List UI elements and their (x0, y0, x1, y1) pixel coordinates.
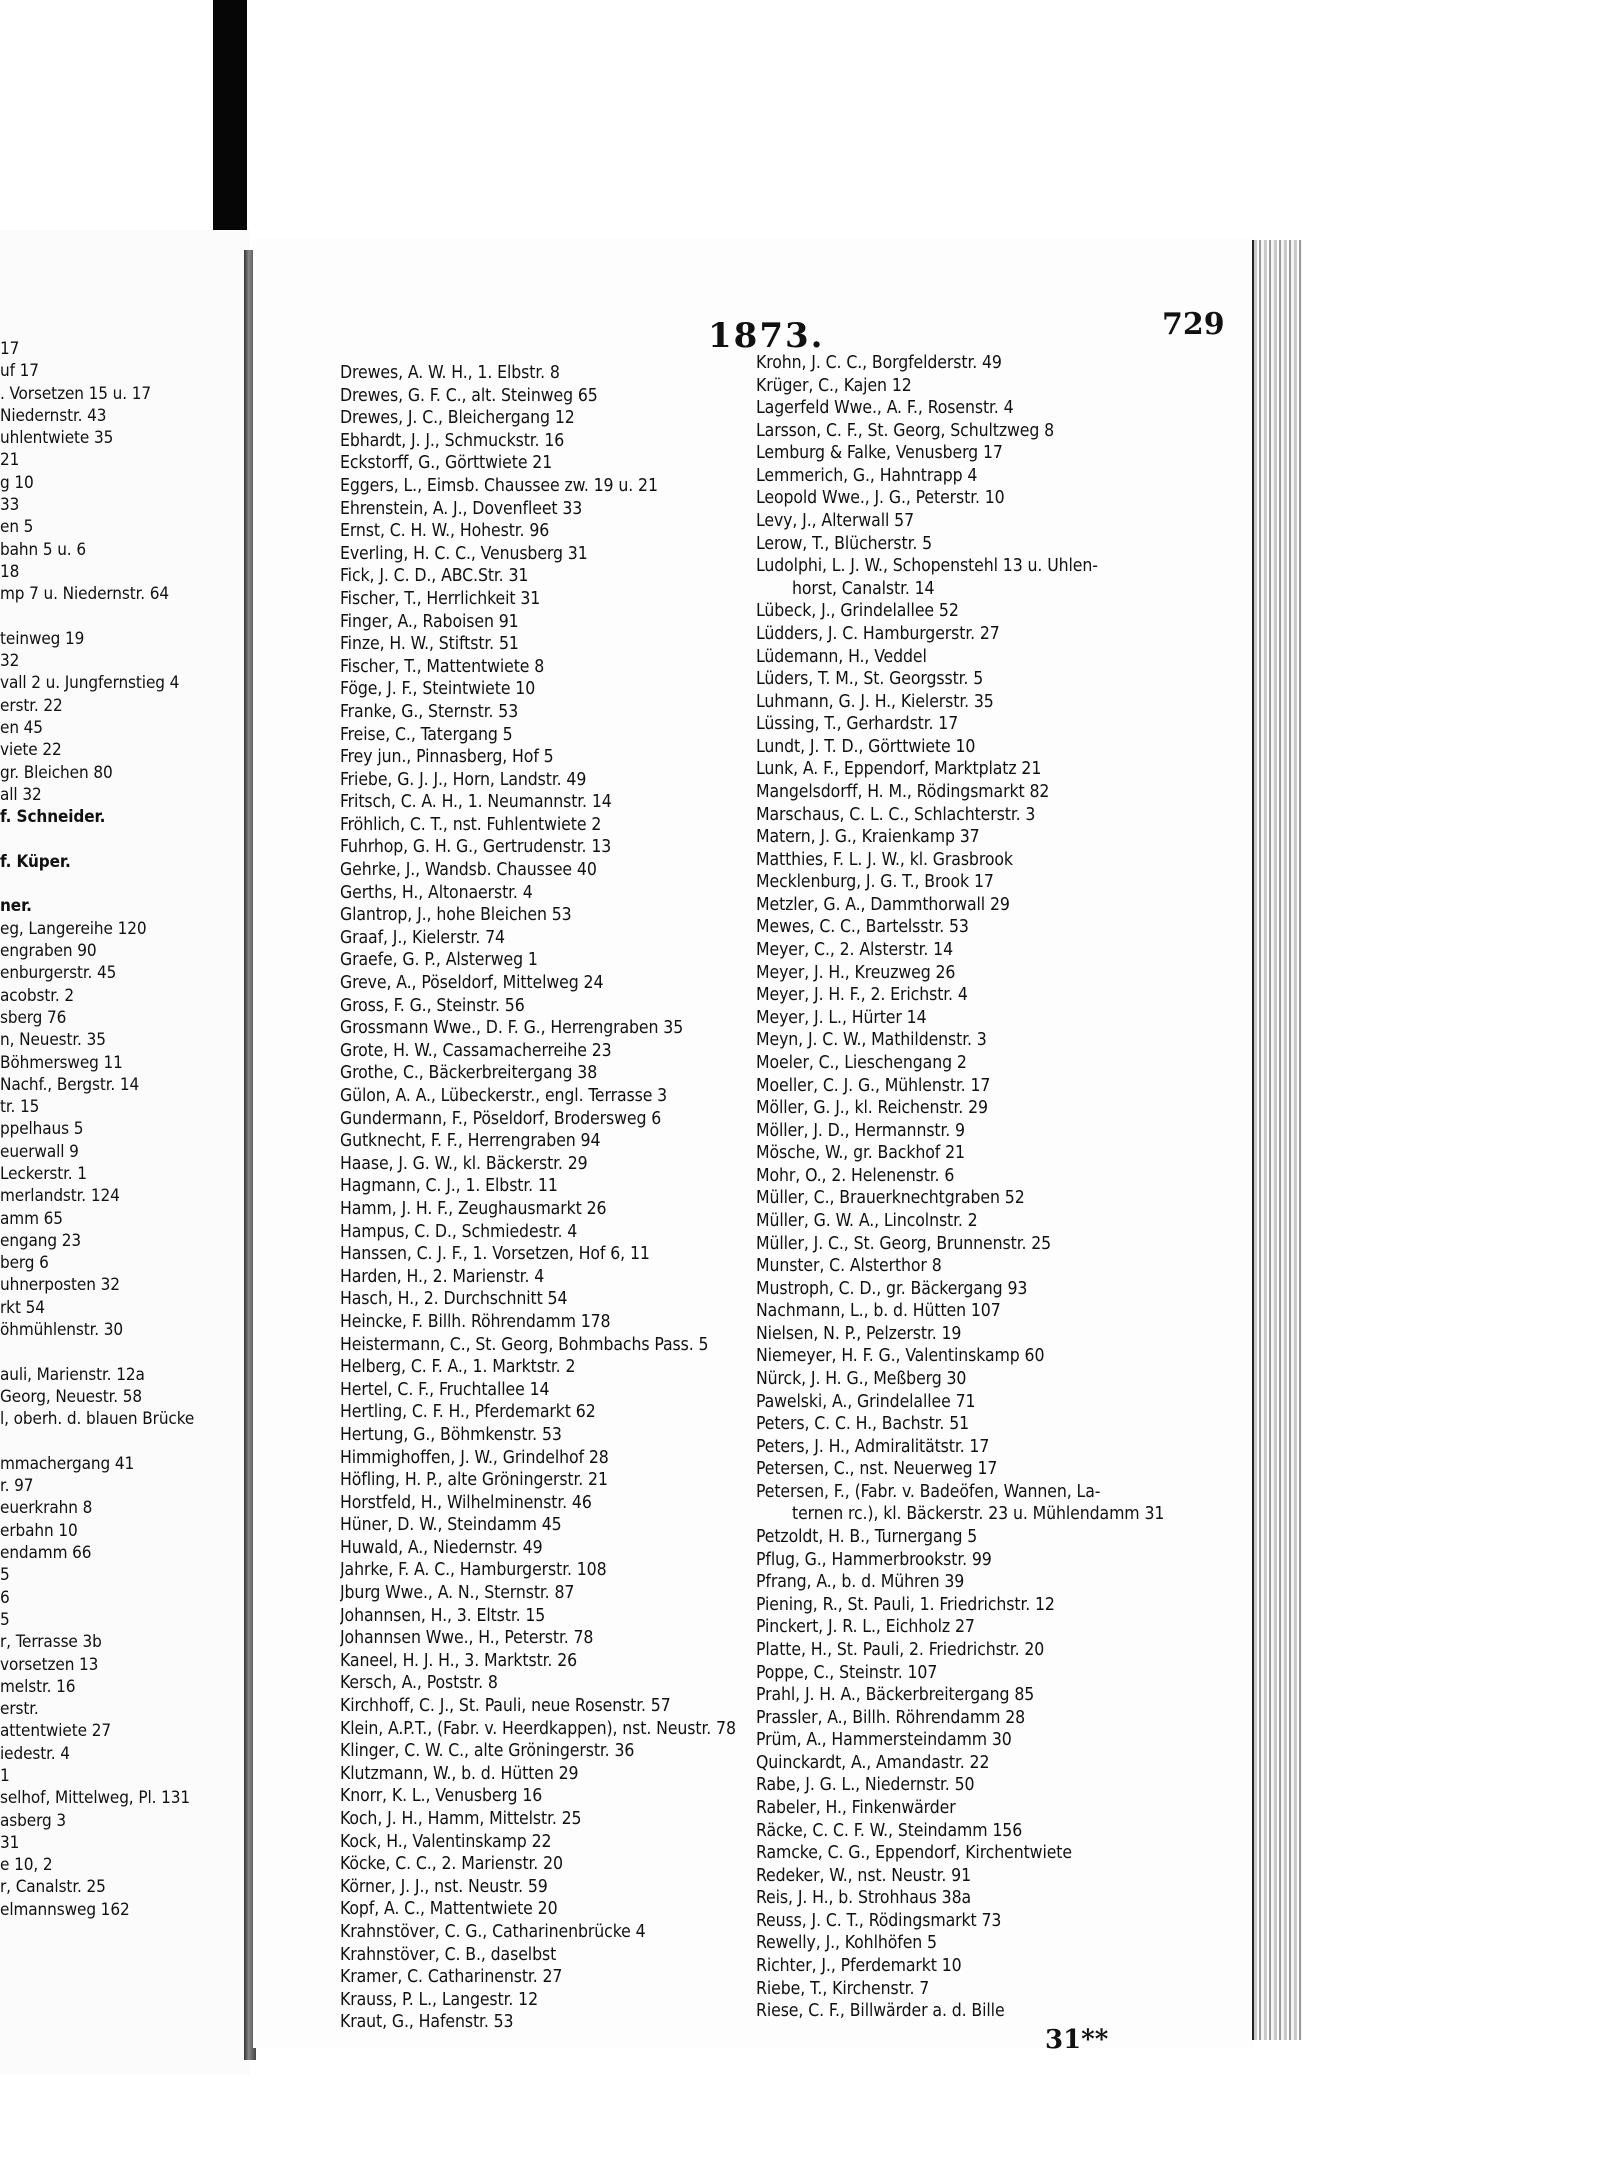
directory-entry: Ludolphi, L. J. W., Schopenstehl 13 u. Uhlen- (756, 556, 1098, 577)
directory-entry (0, 1431, 244, 1453)
directory-entry: Meyer, J. L., Hürter 14 (756, 1007, 927, 1028)
directory-entry: Luhmann, G. J. H., Kielerstr. 35 (756, 691, 994, 712)
directory-entry (0, 606, 244, 628)
directory-entry: Räcke, C. C. F. W., Steindamm 156 (756, 1820, 1023, 1841)
directory-entry: berg 6 (0, 1253, 49, 1274)
directory-entry: Frey jun., Pinnasberg, Hof 5 (340, 747, 554, 768)
directory-entry: 33 (0, 495, 20, 516)
directory-entry: iedestr. 4 (0, 1743, 70, 1764)
directory-entry: Jburg Wwe., A. N., Sternstr. 87 (340, 1583, 575, 1604)
directory-entry: ternen rc.), kl. Bäckerstr. 23 u. Mühlendamm 31 (792, 1504, 1165, 1525)
directory-entry: Johannsen, H., 3. Eltstr. 15 (340, 1605, 546, 1626)
directory-entry: Hertung, G., Böhmkenstr. 53 (340, 1424, 562, 1445)
directory-entry: merlandstr. 124 (0, 1186, 120, 1207)
directory-entry: Köcke, C. C., 2. Marienstr. 20 (340, 1854, 563, 1875)
directory-entry: Gülon, A. A., Lübeckerstr., engl. Terrasse 3 (340, 1086, 668, 1106)
directory-entry: Möller, J. D., Hermannstr. 9 (756, 1120, 965, 1141)
directory-entry: Larsson, C. F., St. Georg, Schultzweg 8 (756, 420, 1055, 441)
directory-entry: Mösche, W., gr. Backhof 21 (756, 1143, 965, 1164)
directory-entry: Horstfeld, H., Wilhelminenstr. 46 (340, 1492, 592, 1513)
directory-entry: euerkrahn 8 (0, 1498, 93, 1519)
directory-entry: ner. (0, 896, 32, 917)
directory-entry: Helberg, C. F. A., 1. Marktstr. 2 (340, 1357, 576, 1378)
directory-entry: erbahn 10 (0, 1520, 78, 1541)
directory-entry: Johannsen Wwe., H., Peterstr. 78 (340, 1628, 594, 1649)
directory-entry: Rabeler, H., Finkenwärder (756, 1798, 956, 1818)
directory-entry: Nachmann, L., b. d. Hütten 107 (756, 1301, 1001, 1322)
directory-entry: 17 (0, 339, 20, 359)
directory-entry: Mewes, C. C., Bartelsstr. 53 (756, 917, 969, 938)
directory-entry: 6 (0, 1587, 10, 1608)
directory-entry: Grothe, C., Bäckerbreitergang 38 (340, 1063, 598, 1084)
directory-entry: Hertling, C. F. H., Pferdemarkt 62 (340, 1402, 596, 1423)
directory-entry: Redeker, W., nst. Neustr. 91 (756, 1865, 971, 1886)
directory-entry: Petersen, C., nst. Neuerweg 17 (756, 1459, 998, 1480)
directory-entry: f. Schneider. (0, 807, 106, 828)
directory-entry: Gehrke, J., Wandsb. Chaussee 40 (340, 860, 597, 881)
directory-entry: Greve, A., Pöseldorf, Mittelweg 24 (340, 973, 604, 994)
directory-entry: bahn 5 u. 6 (0, 539, 86, 560)
directory-entry: auli, Marienstr. 12a (0, 1364, 145, 1385)
directory-entry: all 32 (0, 784, 42, 805)
directory-entry: Müller, C., Brauerknechtgraben 52 (756, 1188, 1025, 1209)
directory-entry: Kramer, C. Catharinenstr. 27 (340, 1967, 563, 1988)
directory-entry: Lagerfeld Wwe., A. F., Rosenstr. 4 (756, 398, 1014, 419)
directory-entry: Rabe, J. G. L., Niedernstr. 50 (756, 1775, 975, 1796)
directory-entry: Himmighoffen, J. W., Grindelhof 28 (340, 1447, 609, 1468)
directory-column-left (340, 362, 770, 2034)
directory-entry: Eggers, L., Eimsb. Chaussee zw. 19 u. 21 (340, 475, 658, 496)
directory-entry: Hasch, H., 2. Durchschnitt 54 (340, 1289, 568, 1310)
directory-entry: en 5 (0, 517, 34, 538)
directory-entry: 32 (0, 651, 20, 672)
directory-entry: Graefe, G. P., Alsterweg 1 (340, 950, 538, 971)
directory-entry: vall 2 u. Jungfernstieg 4 (0, 673, 180, 694)
directory-entry: sberg 76 (0, 1007, 67, 1028)
directory-entry: Nielsen, N. P., Pelzerstr. 19 (756, 1323, 962, 1344)
directory-entry: Lemburg & Falke, Venusberg 17 (756, 443, 1003, 464)
directory-entry: öhmühlenstr. 30 (0, 1320, 124, 1341)
directory-entry: Petzoldt, H. B., Turnergang 5 (756, 1527, 978, 1548)
directory-entry: uf 17 (0, 361, 39, 382)
directory-entry: Meyer, C., 2. Alsterstr. 14 (756, 940, 953, 961)
directory-entry (0, 829, 244, 851)
directory-entry: mp 7 u. Niedernstr. 64 (0, 584, 170, 605)
directory-entry: Heistermann, C., St. Georg, Bohmbachs Pass. 5 (340, 1334, 709, 1355)
directory-entry: Georg, Neuestr. 58 (0, 1386, 143, 1407)
directory-entry: Möller, G. J., kl. Reichenstr. 29 (756, 1098, 988, 1119)
directory-entry: Eckstorff, G., Görttwiete 21 (340, 453, 553, 474)
directory-entry: Leopold Wwe., J. G., Peterstr. 10 (756, 488, 1005, 509)
page-year-header: 1873. (708, 316, 825, 356)
directory-entry: Kersch, A., Poststr. 8 (340, 1673, 498, 1694)
directory-entry: Moeller, C. J. G., Mühlenstr. 17 (756, 1075, 991, 1096)
directory-entry: Metzler, G. A., Dammthorwall 29 (756, 894, 1010, 915)
directory-entry: g 10 (0, 472, 34, 493)
directory-entry: Riebe, T., Kirchenstr. 7 (756, 1978, 930, 1999)
directory-entry: Drewes, G. F. C., alt. Steinweg 65 (340, 385, 598, 406)
directory-entry: Matthies, F. L. J. W., kl. Grasbrook (756, 849, 1013, 870)
directory-entry: Lübeck, J., Grindelallee 52 (756, 601, 959, 622)
directory-entry: gr. Bleichen 80 (0, 762, 113, 783)
directory-entry: ppelhaus 5 (0, 1119, 84, 1140)
directory-entry: Kraut, G., Hafenstr. 53 (340, 2012, 514, 2033)
directory-entry: teinweg 19 (0, 628, 85, 649)
directory-entry: Knorr, K. L., Venusberg 16 (340, 1786, 543, 1807)
directory-entry: Drewes, J. C., Bleichergang 12 (340, 408, 575, 429)
directory-entry: Petersen, F., (Fabr. v. Badeöfen, Wannen, La- (756, 1481, 1101, 1502)
directory-entry: Drewes, A. W. H., 1. Elbstr. 8 (340, 363, 560, 383)
directory-entry: 1 (0, 1766, 10, 1786)
directory-entry: Müller, J. C., St. Georg, Brunnenstr. 25 (756, 1233, 1052, 1254)
directory-entry: Lundt, J. T. D., Görttwiete 10 (756, 736, 976, 757)
directory-entry: Krahnstöver, C. B., daselbst (340, 1944, 557, 1965)
directory-entry: Mangelsdorff, H. M., Rödingsmarkt 82 (756, 781, 1050, 802)
directory-entry: Krohn, J. C. C., Borgfelderstr. 49 (756, 353, 1002, 373)
directory-entry: Hamm, J. H. F., Zeughausmarkt 26 (340, 1198, 607, 1219)
directory-entry: Ramcke, C. G., Eppendorf, Kirchentwiete (756, 1843, 1072, 1864)
directory-entry: Höfling, H. P., alte Gröningerstr. 21 (340, 1470, 608, 1491)
directory-entry: Matern, J. G., Kraienkamp 37 (756, 827, 980, 848)
directory-entry: Fritsch, C. A. H., 1. Neumannstr. 14 (340, 792, 612, 813)
directory-entry: mmachergang 41 (0, 1453, 135, 1474)
directory-entry: Pawelski, A., Grindelallee 71 (756, 1391, 976, 1412)
directory-entry: Böhmersweg 11 (0, 1052, 123, 1073)
directory-entry: vorsetzen 13 (0, 1654, 99, 1675)
directory-entry: Lunk, A. F., Eppendorf, Marktplatz 21 (756, 759, 1042, 780)
directory-entry: Mecklenburg, J. G. T., Brook 17 (756, 872, 994, 893)
directory-entry: Klinger, C. W. C., alte Gröningerstr. 36 (340, 1741, 635, 1762)
directory-entry: r. 97 (0, 1476, 34, 1497)
directory-entry: Huwald, A., Niedernstr. 49 (340, 1537, 543, 1558)
directory-entry: Kirchhoff, C. J., St. Pauli, neue Rosenstr. 57 (340, 1696, 671, 1717)
binding-strip (213, 0, 247, 250)
directory-entry: 5 (0, 1565, 10, 1586)
directory-entry: Nürck, J. H. G., Meßberg 30 (756, 1369, 967, 1390)
directory-entry: Franke, G., Sternstr. 53 (340, 701, 519, 722)
directory-entry: Lüssing, T., Gerhardstr. 17 (756, 714, 959, 735)
directory-entry: viete 22 (0, 740, 62, 761)
directory-entry: engraben 90 (0, 941, 97, 962)
directory-entry: Glantrop, J., hohe Bleichen 53 (340, 905, 572, 926)
directory-entry: Peters, C. C. H., Bachstr. 51 (756, 1414, 970, 1435)
directory-entry: Hertel, C. F., Fruchtallee 14 (340, 1379, 550, 1400)
directory-entry: Kaneel, H. J. H., 3. Marktstr. 26 (340, 1650, 578, 1671)
directory-entry: attentwiete 27 (0, 1721, 111, 1742)
directory-entry: horst, Canalstr. 14 (792, 578, 935, 599)
directory-entry: Fuhrhop, G. H. G., Gertrudenstr. 13 (340, 837, 612, 858)
directory-entry: Grote, H. W., Cassamacherreihe 23 (340, 1040, 612, 1061)
directory-entry: Riese, C. F., Billwärder a. d. Bille (756, 2001, 1005, 2022)
directory-entry: erstr. 22 (0, 695, 63, 716)
directory-entry: Fröhlich, C. T., nst. Fuhlentwiete 2 (340, 814, 602, 835)
directory-column-right (756, 352, 1214, 2023)
directory-entry: Jahrke, F. A. C., Hamburgerstr. 108 (340, 1560, 607, 1581)
directory-entry: tr. 15 (0, 1097, 40, 1118)
directory-entry: en 45 (0, 718, 43, 739)
directory-entry (0, 1341, 244, 1363)
directory-entry: Piening, R., St. Pauli, 1. Friedrichstr. 12 (756, 1594, 1055, 1615)
directory-entry: enburgerstr. 45 (0, 963, 117, 984)
directory-entry: Platte, H., St. Pauli, 2. Friedrichstr. 20 (756, 1639, 1045, 1660)
directory-entry: Krüger, C., Kajen 12 (756, 375, 912, 396)
directory-entry: Pfrang, A., b. d. Mühren 39 (756, 1572, 965, 1593)
directory-entry: Quinckardt, A., Amandastr. 22 (756, 1752, 990, 1773)
directory-entry: e 10, 2 (0, 1855, 53, 1876)
directory-entry: Freise, C., Tatergang 5 (340, 724, 513, 745)
directory-entry: Heincke, F. Billh. Röhrendamm 178 (340, 1311, 611, 1332)
directory-entry: Hanssen, C. J. F., 1. Vorsetzen, Hof 6, 11 (340, 1244, 650, 1265)
directory-entry: Everling, H. C. C., Venusberg 31 (340, 543, 588, 564)
directory-entry: Lemmerich, G., Hahntrapp 4 (756, 465, 978, 486)
directory-entry: Reis, J. H., b. Strohhaus 38a (756, 1888, 972, 1909)
directory-entry: Körner, J. J., nst. Neustr. 59 (340, 1876, 548, 1897)
directory-entry: Harden, H., 2. Marienstr. 4 (340, 1266, 545, 1287)
directory-entry: euerwall 9 (0, 1141, 79, 1162)
directory-entry: Reuss, J. C. T., Rödingsmarkt 73 (756, 1910, 1002, 1931)
directory-entry: Moeler, C., Lieschengang 2 (756, 1052, 967, 1073)
directory-entry: Meyer, J. H., Kreuzweg 26 (756, 962, 956, 983)
directory-entry: r, Canalstr. 25 (0, 1877, 106, 1898)
directory-entry: Müller, G. W. A., Lincolnstr. 2 (756, 1210, 978, 1231)
directory-entry: Lüders, T. M., St. Georgsstr. 5 (756, 669, 984, 690)
directory-entry: Levy, J., Alterwall 57 (756, 511, 914, 532)
directory-entry: Munster, C. Alsterthor 8 (756, 1256, 942, 1277)
directory-entry: Mustroph, C. D., gr. Bäckergang 93 (756, 1278, 1028, 1299)
directory-entry: Klutzmann, W., b. d. Hütten 29 (340, 1763, 579, 1784)
directory-entry (0, 873, 244, 895)
left-page-column (0, 338, 244, 1921)
directory-entry: Finger, A., Raboisen 91 (340, 611, 519, 632)
directory-entry: Ebhardt, J. J., Schmuckstr. 16 (340, 430, 565, 451)
directory-entry: Meyn, J. C. W., Mathildenstr. 3 (756, 1030, 987, 1051)
directory-entry: Marschaus, C. L. C., Schlachterstr. 3 (756, 804, 1036, 825)
directory-entry: Niemeyer, H. F. G., Valentinskamp 60 (756, 1346, 1045, 1367)
directory-entry: Klein, A.P.T., (Fabr. v. Heerdkappen), nst. Neustr. 78 (340, 1718, 736, 1739)
directory-entry: Fischer, T., Mattentwiete 8 (340, 656, 545, 677)
directory-entry: Krauss, P. L., Langestr. 12 (340, 1989, 538, 2010)
directory-entry: Poppe, C., Steinstr. 107 (756, 1662, 938, 1683)
directory-entry: Gerths, H., Altonaerstr. 4 (340, 882, 533, 903)
directory-entry: n, Neuestr. 35 (0, 1030, 106, 1051)
directory-entry: Gutknecht, F. F., Herrengraben 94 (340, 1131, 601, 1152)
directory-entry: erstr. (0, 1699, 39, 1720)
directory-entry: Koch, J. H., Hamm, Mittelstr. 25 (340, 1809, 582, 1829)
directory-entry: Föge, J. F., Steintwiete 10 (340, 679, 536, 700)
directory-entry: l, oberh. d. blauen Brücke (0, 1409, 195, 1430)
directory-entry: endamm 66 (0, 1543, 92, 1564)
directory-entry: Graaf, J., Kielerstr. 74 (340, 927, 505, 948)
signature-mark: 31** (1045, 2025, 1109, 2055)
directory-entry: Prüm, A., Hammersteindamm 30 (756, 1730, 1012, 1751)
directory-entry: Krahnstöver, C. G., Catharinenbrücke 4 (340, 1921, 646, 1942)
directory-entry: 31 (0, 1832, 20, 1853)
directory-entry: Rewelly, J., Kohlhöfen 5 (756, 1933, 937, 1954)
directory-entry: Lüdemann, H., Veddel (756, 646, 927, 667)
directory-entry: Niedernstr. 43 (0, 405, 107, 426)
directory-entry: Peters, J. H., Admiralitätstr. 17 (756, 1436, 990, 1457)
directory-entry: Hampus, C. D., Schmiedestr. 4 (340, 1221, 578, 1242)
directory-entry: Mohr, O., 2. Helenenstr. 6 (756, 1165, 955, 1186)
directory-entry: asberg 3 (0, 1810, 66, 1831)
directory-entry: Nachf., Bergstr. 14 (0, 1074, 140, 1095)
directory-entry: Grossmann Wwe., D. F. G., Herrengraben 35 (340, 1018, 684, 1039)
directory-entry: 5 (0, 1609, 10, 1630)
directory-entry: Leckerstr. 1 (0, 1163, 87, 1184)
directory-entry: Richter, J., Pferdemarkt 10 (756, 1956, 962, 1977)
directory-entry: Ehrenstein, A. J., Dovenfleet 33 (340, 498, 583, 519)
directory-entry: acobstr. 2 (0, 985, 74, 1006)
page-edges (1252, 240, 1302, 2040)
directory-entry: Kock, H., Valentinskamp 22 (340, 1831, 552, 1852)
directory-entry: selhof, Mittelweg, Pl. 131 (0, 1788, 190, 1809)
directory-entry: Prassler, A., Billh. Röhrendamm 28 (756, 1707, 1026, 1728)
directory-entry: rkt 54 (0, 1297, 45, 1318)
directory-entry: 18 (0, 561, 20, 582)
directory-entry: Gundermann, F., Pöseldorf, Brodersweg 6 (340, 1108, 662, 1129)
directory-entry: Hagmann, C. J., 1. Elbstr. 11 (340, 1176, 558, 1197)
directory-entry: Gross, F. G., Steinstr. 56 (340, 995, 525, 1016)
directory-entry: elmannsweg 162 (0, 1899, 130, 1920)
directory-entry: Friebe, G. J. J., Horn, Landstr. 49 (340, 769, 587, 790)
directory-entry: r, Terrasse 3b (0, 1632, 102, 1653)
directory-entry: Fischer, T., Herrlichkeit 31 (340, 588, 541, 609)
directory-entry: Fick, J. C. D., ABC.Str. 31 (340, 566, 529, 587)
directory-entry: Finze, H. W., Stiftstr. 51 (340, 634, 519, 655)
directory-entry: Haase, J. G. W., kl. Bäckerstr. 29 (340, 1153, 588, 1174)
directory-entry: engang 23 (0, 1230, 82, 1251)
directory-entry: Meyer, J. H. F., 2. Erichstr. 4 (756, 985, 968, 1006)
directory-entry: eg, Langereihe 120 (0, 918, 147, 939)
directory-entry: Pinckert, J. R. L., Eichholz 27 (756, 1617, 975, 1638)
directory-entry: . Vorsetzen 15 u. 17 (0, 383, 152, 404)
directory-entry: uhnerposten 32 (0, 1275, 120, 1296)
directory-entry: melstr. 16 (0, 1676, 76, 1697)
directory-entry: Lüdders, J. C. Hamburgerstr. 27 (756, 623, 1000, 644)
directory-entry: Pflug, G., Hammerbrookstr. 99 (756, 1549, 992, 1570)
directory-entry: uhlentwiete 35 (0, 428, 114, 449)
page-number: 729 (1162, 307, 1225, 342)
directory-entry: Prahl, J. H. A., Bäckerbreitergang 85 (756, 1685, 1035, 1706)
directory-entry: 21 (0, 450, 20, 471)
directory-entry: Kopf, A. C., Mattentwiete 20 (340, 1899, 558, 1920)
directory-entry: Ernst, C. H. W., Hohestr. 96 (340, 521, 550, 542)
directory-entry: Lerow, T., Blücherstr. 5 (756, 533, 933, 554)
directory-entry: Hüner, D. W., Steindamm 45 (340, 1515, 562, 1536)
directory-entry: f. Küper. (0, 851, 71, 872)
directory-entry: amm 65 (0, 1208, 63, 1229)
